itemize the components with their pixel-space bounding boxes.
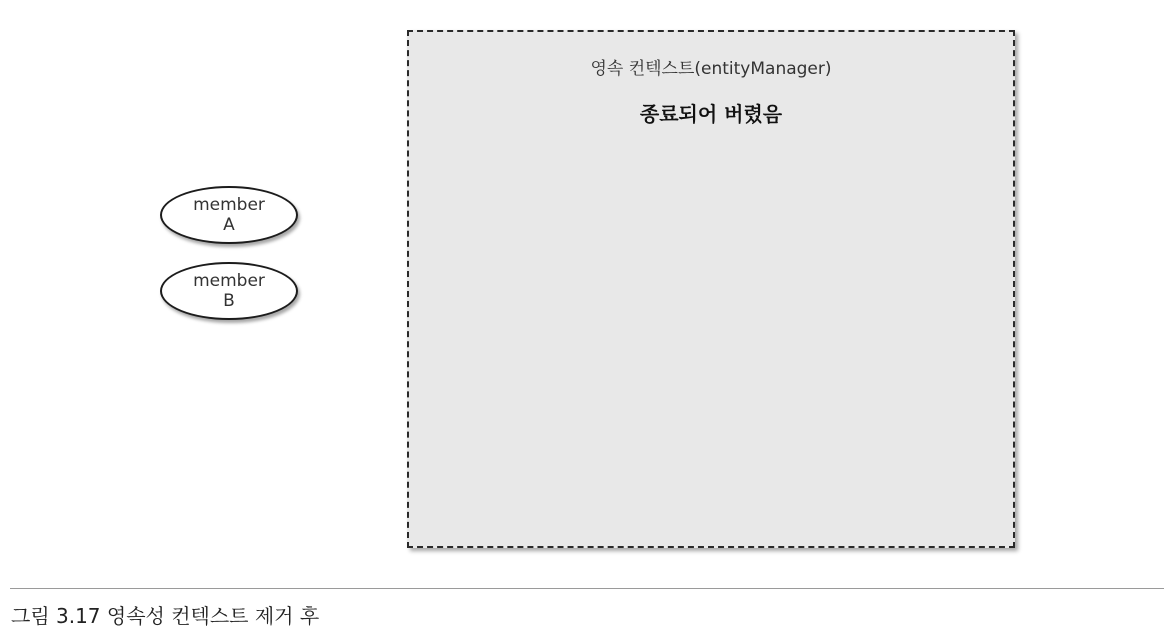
- entity-id: A: [223, 215, 235, 235]
- entity-label: member: [193, 271, 265, 291]
- persistence-context-status: 종료되어 버렸음: [639, 102, 783, 126]
- entity-member-a: [160, 186, 298, 244]
- entity-member-b: [160, 262, 298, 320]
- figure-caption: 그림 3.17 영속성 컨텍스트 제거 후: [11, 604, 320, 628]
- persistence-context-box: [407, 30, 1015, 548]
- entity-id: B: [223, 291, 235, 311]
- persistence-context-title: 영속 컨텍스트(entityManager): [590, 59, 832, 79]
- caption-divider: [10, 588, 1164, 589]
- entity-label: member: [193, 195, 265, 215]
